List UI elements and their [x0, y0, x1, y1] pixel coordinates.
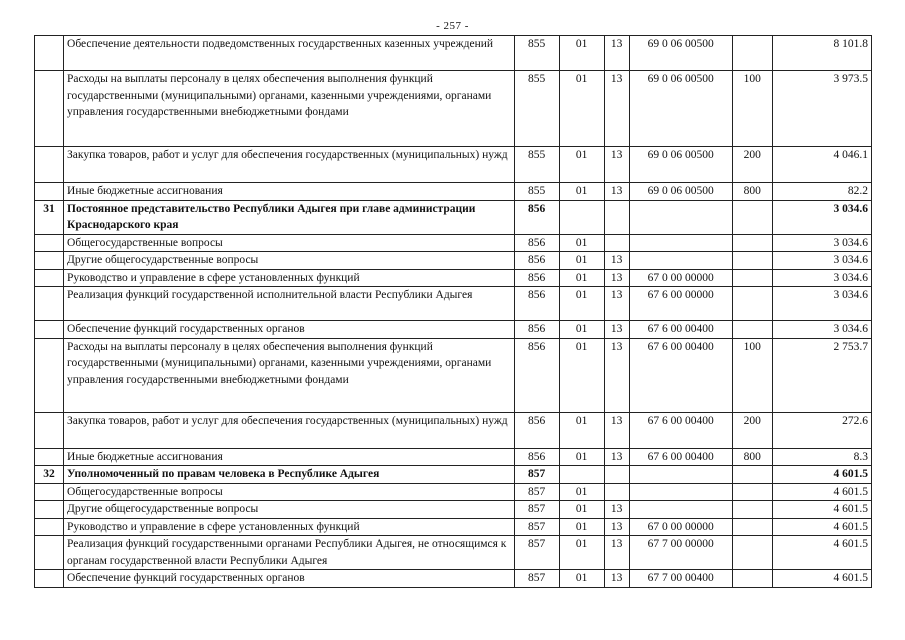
row-number-cell — [35, 234, 64, 252]
row-number-cell — [35, 71, 64, 147]
amount-cell: 82.2 — [772, 183, 871, 201]
subsection-code-cell: 13 — [604, 321, 629, 339]
expense-type-cell: 800 — [732, 448, 772, 466]
expense-type-cell — [732, 321, 772, 339]
item-name-cell: Общегосударственные вопросы — [64, 483, 515, 501]
section-code-cell: 01 — [559, 252, 604, 270]
subsection-code-cell: 13 — [604, 287, 629, 321]
expense-type-cell: 200 — [732, 147, 772, 183]
item-name-cell: Обеспечение функций государственных органов — [64, 570, 515, 588]
expense-type-cell — [732, 269, 772, 287]
row-number-cell — [35, 287, 64, 321]
amount-cell: 3 034.6 — [772, 321, 871, 339]
amount-cell: 4 601.5 — [772, 483, 871, 501]
subsection-code-cell: 13 — [604, 147, 629, 183]
section-code-cell: 01 — [559, 448, 604, 466]
expense-type-cell — [732, 501, 772, 519]
item-name-cell: Реализация функций государственными органами Республики Адыгея, не относящимся к органам государственной власти Республики Адыгея — [64, 536, 515, 570]
section-code-cell — [559, 466, 604, 484]
table-row — [35, 269, 872, 287]
target-article-cell: 69 0 06 00500 — [629, 71, 732, 147]
table-row — [35, 412, 872, 448]
amount-cell: 2 753.7 — [772, 338, 871, 412]
target-article-cell: 69 0 06 00500 — [629, 36, 732, 71]
subsection-code-cell — [604, 200, 629, 234]
table-row — [35, 252, 872, 270]
amount-cell: 4 601.5 — [772, 518, 871, 536]
table-row — [35, 466, 872, 484]
amount-cell: 3 973.5 — [772, 71, 871, 147]
department-code-cell: 856 — [514, 200, 559, 234]
section-code-cell: 01 — [559, 36, 604, 71]
target-article-cell: 69 0 06 00500 — [629, 147, 732, 183]
item-name-cell: Руководство и управление в сфере установленных функций — [64, 269, 515, 287]
table-row — [35, 518, 872, 536]
section-code-cell: 01 — [559, 483, 604, 501]
amount-cell: 3 034.6 — [772, 252, 871, 270]
table-row — [35, 36, 872, 71]
expense-type-cell — [732, 483, 772, 501]
target-article-cell: 67 6 00 00400 — [629, 321, 732, 339]
department-code-cell: 857 — [514, 518, 559, 536]
amount-cell: 4 046.1 — [772, 147, 871, 183]
section-code-cell: 01 — [559, 536, 604, 570]
amount-cell: 272.6 — [772, 412, 871, 448]
department-code-cell: 856 — [514, 412, 559, 448]
section-code-cell: 01 — [559, 71, 604, 147]
expense-type-cell: 800 — [732, 183, 772, 201]
department-code-cell: 857 — [514, 536, 559, 570]
section-code-cell: 01 — [559, 501, 604, 519]
department-code-cell: 856 — [514, 338, 559, 412]
item-name-cell: Уполномоченный по правам человека в Республике Адыгея — [64, 466, 515, 484]
item-name-cell: Закупка товаров, работ и услуг для обеспечения государственных (муниципальных) нужд — [64, 412, 515, 448]
row-number-cell — [35, 570, 64, 588]
section-code-cell: 01 — [559, 269, 604, 287]
department-code-cell: 856 — [514, 234, 559, 252]
amount-cell: 8.3 — [772, 448, 871, 466]
page-number: - 257 - — [436, 20, 469, 32]
section-code-cell: 01 — [559, 412, 604, 448]
subsection-code-cell: 13 — [604, 36, 629, 71]
expense-type-cell — [732, 570, 772, 588]
table-row — [35, 501, 872, 519]
department-code-cell: 856 — [514, 269, 559, 287]
table-row — [35, 234, 872, 252]
item-name-cell: Обеспечение деятельности подведомственных государственных казенных учреждений — [64, 36, 515, 71]
item-name-cell: Иные бюджетные ассигнования — [64, 448, 515, 466]
amount-cell: 3 034.6 — [772, 200, 871, 234]
target-article-cell: 67 6 00 00000 — [629, 287, 732, 321]
row-number-cell — [35, 448, 64, 466]
subsection-code-cell: 13 — [604, 570, 629, 588]
target-article-cell — [629, 234, 732, 252]
row-number-cell — [35, 518, 64, 536]
expense-type-cell — [732, 287, 772, 321]
target-article-cell: 67 6 00 00400 — [629, 412, 732, 448]
item-name-cell: Расходы на выплаты персоналу в целях обеспечения выполнения функций государственными (муниципальными) органами, казенными учреждениями, органами управления государственными внебюджетными фондами — [64, 71, 515, 147]
row-number-cell — [35, 536, 64, 570]
department-code-cell: 857 — [514, 466, 559, 484]
expense-type-cell: 200 — [732, 412, 772, 448]
target-article-cell: 67 0 00 00000 — [629, 518, 732, 536]
target-article-cell — [629, 200, 732, 234]
table-row — [35, 536, 872, 570]
row-number-cell — [35, 269, 64, 287]
budget-table — [34, 35, 872, 588]
department-code-cell: 856 — [514, 448, 559, 466]
item-name-cell: Другие общегосударственные вопросы — [64, 501, 515, 519]
department-code-cell: 855 — [514, 183, 559, 201]
target-article-cell — [629, 252, 732, 270]
subsection-code-cell — [604, 483, 629, 501]
item-name-cell: Постоянное представительство Республики Адыгея при главе администрации Краснодарского края — [64, 200, 515, 234]
expense-type-cell — [732, 200, 772, 234]
department-code-cell: 856 — [514, 287, 559, 321]
table-row — [35, 448, 872, 466]
subsection-code-cell: 13 — [604, 412, 629, 448]
table-row — [35, 71, 872, 147]
expense-type-cell — [732, 466, 772, 484]
expense-type-cell — [732, 36, 772, 71]
row-number-cell — [35, 483, 64, 501]
subsection-code-cell: 13 — [604, 71, 629, 147]
subsection-code-cell: 13 — [604, 501, 629, 519]
department-code-cell: 857 — [514, 483, 559, 501]
section-code-cell: 01 — [559, 287, 604, 321]
amount-cell: 8 101.8 — [772, 36, 871, 71]
target-article-cell: 67 7 00 00000 — [629, 536, 732, 570]
table-row — [35, 200, 872, 234]
section-code-cell: 01 — [559, 338, 604, 412]
row-number-cell — [35, 147, 64, 183]
section-code-cell: 01 — [559, 321, 604, 339]
section-code-cell: 01 — [559, 183, 604, 201]
row-number-cell — [35, 36, 64, 71]
table-row — [35, 570, 872, 588]
subsection-code-cell: 13 — [604, 536, 629, 570]
expense-type-cell: 100 — [732, 338, 772, 412]
row-number-cell — [35, 321, 64, 339]
row-number-cell: 31 — [35, 200, 64, 234]
table-row — [35, 338, 872, 412]
row-number-cell: 32 — [35, 466, 64, 484]
expense-type-cell — [732, 234, 772, 252]
item-name-cell: Обеспечение функций государственных органов — [64, 321, 515, 339]
target-article-cell: 67 6 00 00400 — [629, 448, 732, 466]
expense-type-cell — [732, 518, 772, 536]
section-code-cell: 01 — [559, 570, 604, 588]
expense-type-cell: 100 — [732, 71, 772, 147]
subsection-code-cell — [604, 234, 629, 252]
department-code-cell: 857 — [514, 501, 559, 519]
department-code-cell: 857 — [514, 570, 559, 588]
row-number-cell — [35, 338, 64, 412]
department-code-cell: 855 — [514, 147, 559, 183]
item-name-cell: Иные бюджетные ассигнования — [64, 183, 515, 201]
item-name-cell: Реализация функций государственной исполнительной власти Республики Адыгея — [64, 287, 515, 321]
amount-cell: 4 601.5 — [772, 501, 871, 519]
amount-cell: 3 034.6 — [772, 287, 871, 321]
item-name-cell: Общегосударственные вопросы — [64, 234, 515, 252]
table-row — [35, 321, 872, 339]
target-article-cell — [629, 501, 732, 519]
table-row — [35, 287, 872, 321]
row-number-cell — [35, 412, 64, 448]
target-article-cell: 67 7 00 00400 — [629, 570, 732, 588]
item-name-cell: Закупка товаров, работ и услуг для обеспечения государственных (муниципальных) нужд — [64, 147, 515, 183]
target-article-cell — [629, 466, 732, 484]
table-row — [35, 483, 872, 501]
amount-cell: 4 601.5 — [772, 466, 871, 484]
section-code-cell — [559, 200, 604, 234]
target-article-cell — [629, 483, 732, 501]
amount-cell: 3 034.6 — [772, 269, 871, 287]
subsection-code-cell: 13 — [604, 518, 629, 536]
amount-cell: 4 601.5 — [772, 536, 871, 570]
table-row — [35, 183, 872, 201]
department-code-cell: 856 — [514, 252, 559, 270]
item-name-cell: Расходы на выплаты персоналу в целях обеспечения выполнения функций государственными (муниципальными) органами, казенными учреждениями, органами управления государственными внебюджетными фондами — [64, 338, 515, 412]
amount-cell: 3 034.6 — [772, 234, 871, 252]
subsection-code-cell: 13 — [604, 252, 629, 270]
table-row — [35, 147, 872, 183]
item-name-cell: Руководство и управление в сфере установленных функций — [64, 518, 515, 536]
item-name-cell: Другие общегосударственные вопросы — [64, 252, 515, 270]
subsection-code-cell: 13 — [604, 183, 629, 201]
department-code-cell: 855 — [514, 36, 559, 71]
target-article-cell: 67 0 00 00000 — [629, 269, 732, 287]
department-code-cell: 855 — [514, 71, 559, 147]
amount-cell: 4 601.5 — [772, 570, 871, 588]
subsection-code-cell: 13 — [604, 338, 629, 412]
target-article-cell: 67 6 00 00400 — [629, 338, 732, 412]
section-code-cell: 01 — [559, 518, 604, 536]
subsection-code-cell — [604, 466, 629, 484]
department-code-cell: 856 — [514, 321, 559, 339]
row-number-cell — [35, 183, 64, 201]
row-number-cell — [35, 501, 64, 519]
section-code-cell: 01 — [559, 234, 604, 252]
subsection-code-cell: 13 — [604, 448, 629, 466]
expense-type-cell — [732, 252, 772, 270]
section-code-cell: 01 — [559, 147, 604, 183]
expense-type-cell — [732, 536, 772, 570]
target-article-cell: 69 0 06 00500 — [629, 183, 732, 201]
row-number-cell — [35, 252, 64, 270]
subsection-code-cell: 13 — [604, 269, 629, 287]
